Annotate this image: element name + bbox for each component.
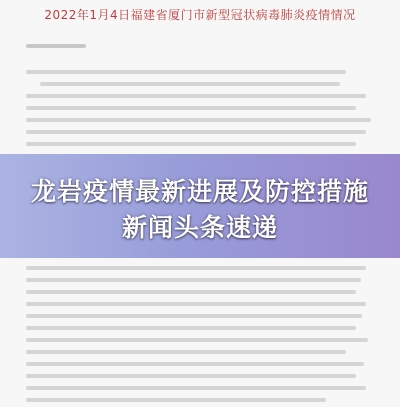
headline-line-2: 新闻头条速递: [121, 213, 278, 242]
text-line: [26, 314, 362, 318]
text-line: [26, 278, 361, 282]
text-line: [40, 82, 340, 86]
text-line: [26, 118, 371, 122]
document-title: 2022年1月4日福建省厦门市新型冠状病毒肺炎疫情情况: [44, 8, 356, 22]
text-line: [26, 266, 366, 270]
text-line: [26, 130, 366, 134]
text-line: [26, 94, 366, 98]
text-line: [26, 398, 326, 402]
text-line: [26, 350, 346, 354]
text-line: [26, 362, 364, 366]
text-line: [26, 106, 356, 110]
text-line: [26, 374, 356, 378]
headline-banner: [0, 154, 400, 258]
text-line: [26, 70, 346, 74]
text-line: [26, 302, 366, 306]
text-line: [26, 290, 356, 294]
text-line: [26, 44, 86, 48]
text-line: [26, 386, 366, 390]
headline-line-1: 龙岩疫情最新进展及防控措施: [30, 177, 369, 206]
text-line: [26, 142, 356, 146]
text-line: [26, 338, 368, 342]
text-line: [26, 326, 356, 330]
